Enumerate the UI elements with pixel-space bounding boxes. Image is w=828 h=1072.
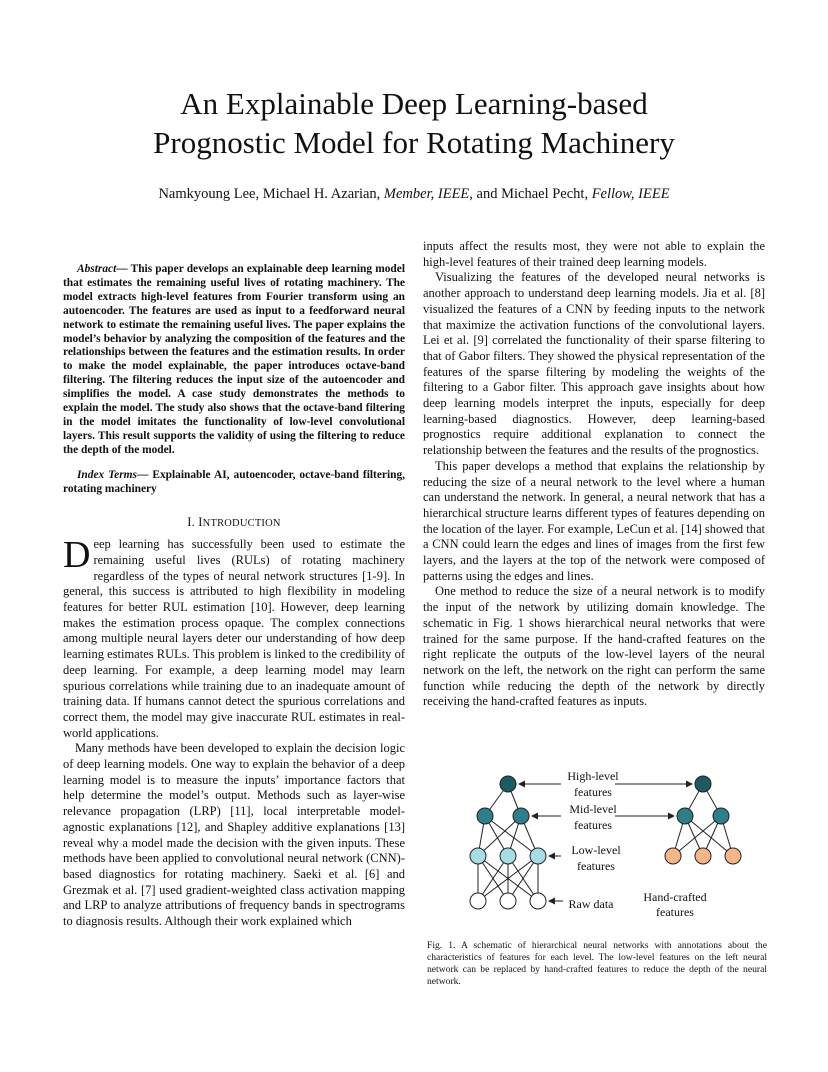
right-column xyxy=(423,239,765,710)
index-terms xyxy=(63,469,405,497)
label-low-level-2: features xyxy=(577,859,615,873)
intro-paragraph-1-text: eep learning has successfully been used to estimate the remaining useful lives (RULs) of rotating machinery regardless of the types of neural network structures [1-9]. In general, this success is attributed to high flexibility in modeling features for better RUL estimation [10]. However, deep learning makes the estimation process opaque. The complex connections among multiple neural layers deter our understanding of how deep learning estimates RULs. This problem is linked to the credibility of deep learning. For example, a deep learning model may learn spurious correlations while training due to an inadequate amount of training data. If humans cannot detect the spurious correlations and correct them, the model may give inaccurate RUL estimates in real-world applications. xyxy=(63,537,405,740)
right-paragraph-2: Visualizing the features of the developed neural networks is another approach to understand deep learning models. Jia et al. [8] visualized the features of a CNN by feeding inputs to the network that maximize the activation functions of the convolutional layers. Lei et al. [9] correlated the functionality of their sparse filtering to that of Gabor filters. They showed the physical representation of the features of the sparse filtering by modeling the weights of the filtering to a Gabor filter. This approach gave insights about how deep learning models interpret the inputs, especially for deep learning-based diagnostics. However, deep learning-based prognostics require additional explanation to connect the relationship between the features and the results of the prognostics. xyxy=(423,270,765,458)
intro-paragraph-2: Many methods have been developed to explain the decision logic of deep learning models. One way to explain the behavior of a deep learning model is to measure the inputs’ importance factors that help determine the model’s output. Methods such as layer-wise relevance propagation (LRP) [11], local interpretable model-agnostic explanations [12], and Shapley additive explanations [13] reveal why a model made the decision with the given inputs. These methods have been applied to convolutional neural network (CNN)-based diagnostics for rotating machinery. Saeki et al. [6] and Grezmak et al. [7] used gradient-weighted class activation mapping and LRP to analyze attributions of frequency bands in spectrograms to diagnosis results. Although their work explained which xyxy=(63,741,405,929)
abstract-label: Abstract xyxy=(77,263,117,275)
node-low-level xyxy=(500,848,516,864)
figure-1 xyxy=(463,768,763,928)
section-number: I. xyxy=(187,514,199,529)
label-mid-level-1: Mid-level xyxy=(569,802,617,816)
node-hand-crafted xyxy=(665,848,681,864)
figure-1-caption: Fig. 1. A schematic of hierarchical neural networks with annotations about the characteristics of features for each level. The low-level features on the left neural network can be replaced by hand-crafted features to reduce the depth of the neural network. xyxy=(427,939,767,987)
label-hand-crafted-2: features xyxy=(656,905,694,919)
title-line-1: An Explainable Deep Learning-based xyxy=(180,86,648,121)
node-mid-level xyxy=(477,808,493,824)
label-raw-data: Raw data xyxy=(568,897,614,911)
node-mid-level xyxy=(713,808,729,824)
node-raw-data xyxy=(470,893,486,909)
label-hand-crafted-1: Hand-crafted xyxy=(643,890,707,904)
right-paragraph-1: inputs affect the results most, they were not able to explain the high-level features of their trained deep learning models. xyxy=(423,239,765,269)
right-paragraph-4: One method to reduce the size of a neural network is to modify the input of the network by utilizing domain knowledge. The schematic in Fig. 1 shows hierarchical neural networks that were trained for the same purpose. If the hand-crafted features on the right replicate the outputs of the low-level layers of the neural network on the left, the network on the right can perform the same function while reducing the depth of the network by directly receiving the hand-crafted features as inputs. xyxy=(423,584,765,709)
intro-paragraph-1 xyxy=(63,534,405,741)
node-hand-crafted xyxy=(725,848,741,864)
title-line-2: Prognostic Model for Rotating Machinery xyxy=(153,125,675,160)
section-heading-introduction xyxy=(63,515,405,532)
author-role-1: Member, IEEE, xyxy=(383,186,473,202)
node-high-level xyxy=(500,776,516,792)
label-low-level-1: Low-level xyxy=(571,843,621,857)
node-low-level xyxy=(470,848,486,864)
authors-part-1: Namkyoung Lee, Michael H. Azarian, xyxy=(158,186,384,202)
paper-title xyxy=(0,84,828,162)
section-title-rest: NTRODUCTION xyxy=(202,517,281,529)
label-high-level-1: High-level xyxy=(567,769,619,783)
author-role-2: Fellow, IEEE xyxy=(591,186,670,202)
section-title-first: I xyxy=(198,514,203,529)
label-mid-level-2: features xyxy=(574,818,612,832)
node-raw-data xyxy=(530,893,546,909)
right-paragraph-3: This paper develops a method that explains the relationship by reducing the size of a neural network to the level where a human can understand the network. In general, a neural network that has a hierarchical structure learns different types of features depending on the location of the layer. For example, LeCun et al. [14] showed that a CNN could learn the edges and lines of images from the first few layers, and the layers at the top of the network were composed of patterns using the edges and lines. xyxy=(423,458,765,583)
author-list xyxy=(0,186,828,203)
node-low-level xyxy=(530,848,546,864)
left-column xyxy=(63,263,405,930)
node-high-level xyxy=(695,776,711,792)
index-terms-dash: — xyxy=(136,468,153,481)
abstract xyxy=(63,263,405,458)
index-terms-label: Index Terms xyxy=(77,468,137,481)
node-raw-data xyxy=(500,893,516,909)
node-mid-level xyxy=(677,808,693,824)
abstract-dash: — xyxy=(116,263,131,275)
drop-cap: D xyxy=(63,534,91,577)
neural-network-schematic xyxy=(463,768,763,928)
node-hand-crafted xyxy=(695,848,711,864)
authors-part-2: and Michael Pecht, xyxy=(472,186,592,202)
node-mid-level xyxy=(513,808,529,824)
label-high-level-2: features xyxy=(574,785,612,799)
abstract-text: This paper develops an explainable deep learning model that estimates the remaining useful lives of rotating machinery. The model extracts high-level features from Fourier transform using an autoencoder. The features are used as input to a feedforward neural network to estimate the remaining useful lives. The paper explains the model’s behavior by analyzing the composition of the features and the relationships between the features and the estimation results. In order to make the model explainable, the paper introduces octave-band filtering. The filtering reduces the input size of the autoencoder and simplifies the model. A case study demonstrates the methods to explain the model. The study also shows that the octave-band filtering in the model imitates the functionality of low-level convolutional layers. This result supports the validity of using the filtering to reduce the depth of the model. xyxy=(63,263,405,456)
index-terms-text: Explainable AI, autoencoder, octave-band filtering, rotating machinery xyxy=(63,468,406,495)
